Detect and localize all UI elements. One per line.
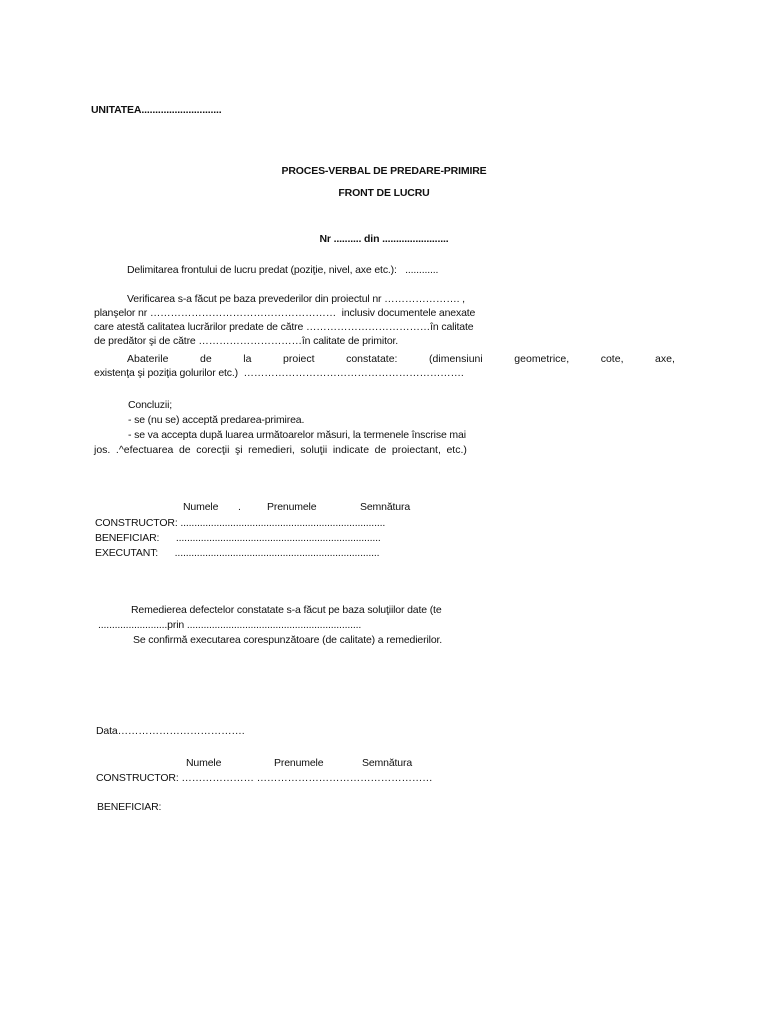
continuation-word: jos. [94,444,111,456]
footer-column-header: Numele [186,757,222,769]
unit-line: UNITATEA............................. [91,104,222,116]
continuation-word: proiectant, [391,444,441,456]
footer-column-header: Prenumele [274,757,324,769]
signature-column-header: Semnătura [360,501,411,513]
delimitation-paragraph: Delimitarea frontului de lucru predat (poziţie, nivel, axe etc.): ............ [127,264,439,276]
conclusion-item-continuation [94,444,467,457]
signature-row-beneficiar: BENEFICIAR: .......................................................................... [95,532,381,544]
continuation-word: etc.) [446,444,467,456]
continuation-word: de [374,444,387,456]
footer-column-header: Semnătura [362,757,413,769]
continuation-word: remedieri, [248,444,295,456]
document-number-line: Nr .......... din ........................ [319,233,449,245]
remediation-line: Remedierea defectelor constatate s-a făcut pe baza soluţiilor date (te [131,604,442,616]
remediation-line: .........................prin ............................................................... [98,619,362,631]
deviations-word: constatate: [346,353,398,365]
continuation-word: indicate [332,444,370,456]
signature-row-executant: EXECUTANT: .......................................................................... [95,547,380,559]
deviations-line [127,353,675,366]
conclusion-item: - se va accepta după luarea următoarelor măsuri, la termenele înscrise mai [128,429,466,441]
continuation-word: de [178,444,191,456]
conclusions-heading: Concluzii; [128,399,173,411]
date-line: Data………………………………. [96,725,245,737]
deviations-line-2: existenţa şi poziţia golurilor etc.) ………………………………………………………. [94,367,464,379]
footer-row-constructor: CONSTRUCTOR: ………………… …………………………………………… [96,772,433,784]
continuation-word: soluţii [300,444,328,456]
continuation-word: şi [235,444,243,456]
verification-line: care atestă calitatea lucrărilor predate de către ………………………………în calitate [94,321,474,333]
document-title: PROCES-VERBAL DE PREDARE-PRIMIRE [281,165,487,177]
deviations-word: (dimensiuni [429,353,483,365]
deviations-word: cote, [600,353,624,365]
continuation-word: .^efectuarea [115,444,174,456]
verification-line: planşelor nr ……………………………………………… inclusiv documentele anexate [94,307,476,319]
signature-column-header: . [238,501,241,513]
deviations-word: geometrice, [514,353,570,365]
remediation-confirmation: Se confirmă executarea corespunzătoare (de calitate) a remedierilor. [133,634,443,646]
signature-column-header: Numele [183,501,219,513]
footer-row-beneficiar: BENEFICIAR: [97,801,162,813]
deviations-word: proiect [283,353,315,365]
document-subtitle: FRONT DE LUCRU [338,187,430,199]
continuation-word: corecţii [196,444,230,456]
deviations-word: la [243,353,252,365]
conclusion-item: - se (nu se) acceptă predarea-primirea. [128,414,305,426]
deviations-word: Abaterile [127,353,169,365]
deviations-word: axe, [655,353,675,365]
signature-row-constructor: CONSTRUCTOR: .......................................................................... [95,517,386,529]
verification-line: de predător şi de către …………………………în calitate de primitor. [94,335,399,347]
deviations-word: de [200,353,212,365]
verification-line: Verificarea s-a făcut pe baza prevederilor din proiectul nr …………………. , [127,293,465,305]
signature-column-header: Prenumele [267,501,317,513]
